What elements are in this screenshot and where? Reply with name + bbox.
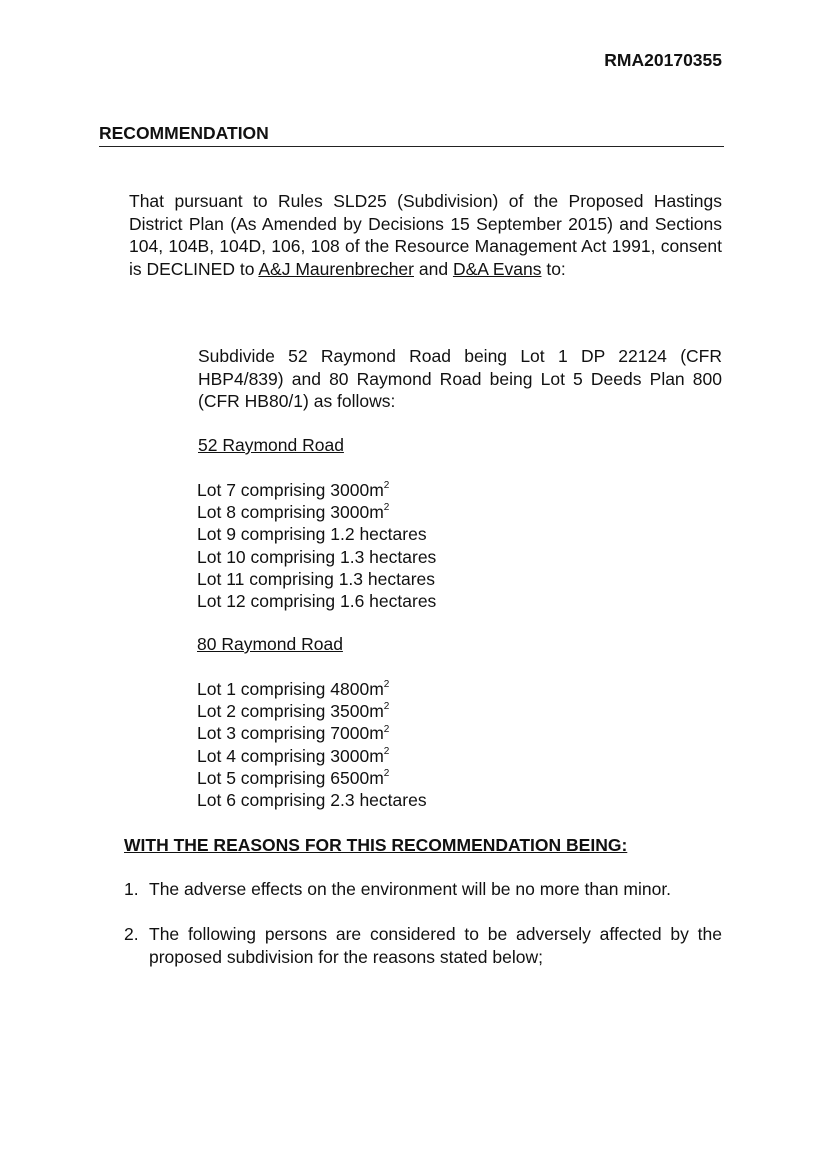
- list-item: [124, 923, 722, 968]
- reason-number: 2.: [124, 924, 139, 944]
- applicant-name-2: D&A Evans: [452, 258, 542, 279]
- list-item: Lot 1 comprising $4800m^2$: [197, 679, 390, 699]
- intro-and-text: and: [414, 258, 453, 279]
- document-reference-number: RMA20170355: [604, 50, 722, 70]
- intro-paragraph: [129, 190, 722, 280]
- list-item: Lot 7 comprising $3000m^2$: [197, 480, 390, 500]
- list-item: Lot 2 comprising $3500m^2$: [197, 701, 390, 722]
- reason-text: The following persons are considered to be adversely affected by the proposed subdivision for the reasons stated below;: [149, 924, 722, 967]
- reason-number: 1.: [124, 879, 139, 899]
- intro-text-before: That pursuant to Rules SLD25 (Subdivision) of the Proposed Hastings District Plan (As Amended by Decisions 15 September 2015) and Sections 104, 104B, 104D, 106, 108 of the Resource Management Act 1991, consent is DECLINED to: [129, 191, 722, 279]
- list-item: Lot 3 comprising $7000m^2$: [197, 723, 390, 744]
- intro-text-after: to:: [541, 258, 566, 279]
- list-item: Lot 5 comprising $6500m^2$: [197, 767, 390, 788]
- list-item: Lot 10 comprising 1.3 hectares: [197, 546, 437, 567]
- list-item: Lot 12 comprising 1.6 hectares: [197, 591, 437, 612]
- list-item: Lot 4 comprising $3000m^2$: [197, 745, 390, 766]
- list-item: Lot 6 comprising 2.3 hectares: [197, 790, 427, 811]
- section-title-80-raymond-road: 80 Raymond Road: [197, 634, 343, 654]
- section-heading: RECOMMENDATION: [99, 123, 724, 147]
- lot-list-52-raymond-road: [197, 479, 436, 612]
- list-item: [124, 878, 722, 901]
- list-item: Lot 11 comprising 1.3 hectares: [197, 568, 436, 589]
- reasons-heading: WITH THE REASONS FOR THIS RECOMMENDATION BEING:: [124, 835, 628, 855]
- list-item: Lot 8 comprising $3000m^2$: [197, 502, 390, 523]
- reason-text: The adverse effects on the environment will be no more than minor.: [149, 879, 672, 899]
- section-title-52-raymond-road: 52 Raymond Road: [198, 435, 344, 455]
- reasons-list: [124, 878, 722, 991]
- applicant-name-1: A&J Maurenbrecher: [258, 258, 414, 279]
- lot-list-80-raymond-road: [197, 678, 427, 811]
- list-item: Lot 9 comprising 1.2 hectares: [197, 524, 427, 545]
- subdivision-description: Subdivide 52 Raymond Road being Lot 1 DP 22124 (CFR HBP4/839) and 80 Raymond Road being Lot 5 Deeds Plan 800 (CFR HB80/1) as follows:: [198, 346, 722, 411]
